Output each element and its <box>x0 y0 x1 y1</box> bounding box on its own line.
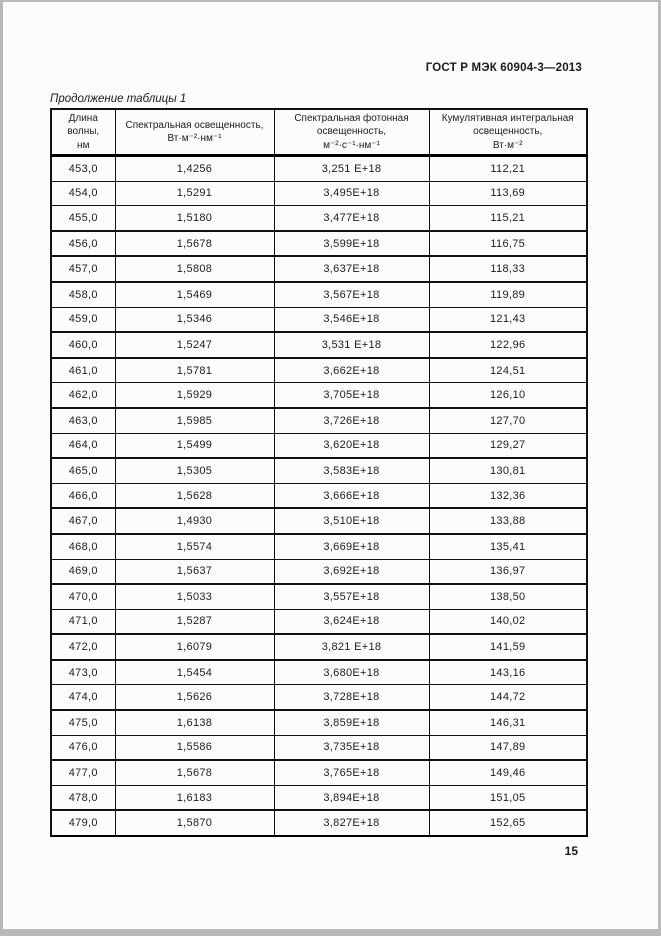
table-cell: 1,5033 <box>115 584 274 609</box>
table-cell: 464,0 <box>51 433 115 458</box>
table-cell: 1,5626 <box>115 685 274 710</box>
table-cell: 132,36 <box>429 483 587 508</box>
table-cell: 461,0 <box>51 358 115 383</box>
table-cell: 458,0 <box>51 282 115 307</box>
table-cell: 467,0 <box>51 508 115 534</box>
table-cell: 469,0 <box>51 559 115 584</box>
table-cell: 1,5287 <box>115 609 274 634</box>
table-cell: 127,70 <box>429 408 587 433</box>
table-cell: 144,72 <box>429 685 587 710</box>
table-cell: 1,5499 <box>115 433 274 458</box>
table-cell: 3,728E+18 <box>274 685 429 710</box>
table-body <box>51 156 587 837</box>
table-cell: 112,21 <box>429 156 587 182</box>
table-row <box>51 559 587 584</box>
table-cell: 1,5678 <box>115 760 274 785</box>
table-cell: 3,821 E+18 <box>274 634 429 660</box>
irradiance-table <box>50 108 588 837</box>
table-cell: 474,0 <box>51 685 115 710</box>
table-row <box>51 307 587 332</box>
table-header <box>51 109 587 156</box>
table-cell: 468,0 <box>51 534 115 559</box>
table-cell: 1,5929 <box>115 383 274 408</box>
table-cell: 3,726E+18 <box>274 408 429 433</box>
table-row <box>51 660 587 685</box>
table-cell: 475,0 <box>51 710 115 735</box>
table-cell: 3,765E+18 <box>274 760 429 785</box>
table-cell: 3,546E+18 <box>274 307 429 332</box>
table-cell: 118,33 <box>429 256 587 282</box>
table-row <box>51 358 587 383</box>
table-cell: 1,5808 <box>115 256 274 282</box>
table-cell: 1,5586 <box>115 735 274 760</box>
table-cell: 3,827E+18 <box>274 810 429 836</box>
table-cell: 146,31 <box>429 710 587 735</box>
table-row <box>51 534 587 559</box>
table-cell: 1,5247 <box>115 332 274 358</box>
table-cell: 141,59 <box>429 634 587 660</box>
table-cell: 149,46 <box>429 760 587 785</box>
table-row <box>51 609 587 634</box>
table-row <box>51 256 587 282</box>
table-cell: 1,4256 <box>115 156 274 182</box>
table-cell: 122,96 <box>429 332 587 358</box>
table-cell: 3,692E+18 <box>274 559 429 584</box>
table-cell: 3,735E+18 <box>274 735 429 760</box>
table-cell: 3,557E+18 <box>274 584 429 609</box>
column-header-cumulative-integral-irradiance <box>429 109 587 156</box>
table-cell: 3,510E+18 <box>274 508 429 534</box>
table-cell: 470,0 <box>51 584 115 609</box>
table-row <box>51 408 587 433</box>
table-cell: 135,41 <box>429 534 587 559</box>
standard-reference: ГОСТ Р МЭК 60904-3—2013 <box>425 62 582 74</box>
table-cell: 133,88 <box>429 508 587 534</box>
table-cell: 3,662E+18 <box>274 358 429 383</box>
table-row <box>51 332 587 358</box>
table-cell: 152,65 <box>429 810 587 836</box>
table-cell: 455,0 <box>51 206 115 231</box>
table-cell: 126,10 <box>429 383 587 408</box>
table-cell: 3,894E+18 <box>274 785 429 810</box>
table-row <box>51 735 587 760</box>
column-header-line: Спектральная освещенность, <box>125 119 264 131</box>
table-cell: 473,0 <box>51 660 115 685</box>
table-cell: 3,624E+18 <box>274 609 429 634</box>
table-cell: 466,0 <box>51 483 115 508</box>
table-cell: 3,583E+18 <box>274 458 429 483</box>
table-cell: 140,02 <box>429 609 587 634</box>
table-header-row <box>51 109 587 156</box>
table-cell: 1,4930 <box>115 508 274 534</box>
table-cell: 460,0 <box>51 332 115 358</box>
table-cell: 477,0 <box>51 760 115 785</box>
table-cell: 3,705E+18 <box>274 383 429 408</box>
table-cell: 456,0 <box>51 231 115 257</box>
table-cell: 457,0 <box>51 256 115 282</box>
table-cell: 113,69 <box>429 181 587 206</box>
table-row <box>51 206 587 231</box>
table-row <box>51 231 587 257</box>
table-cell: 129,27 <box>429 433 587 458</box>
table-cell: 3,666E+18 <box>274 483 429 508</box>
table-cell: 454,0 <box>51 181 115 206</box>
table-cell: 1,5305 <box>115 458 274 483</box>
table-row <box>51 785 587 810</box>
table-row <box>51 383 587 408</box>
table-row <box>51 685 587 710</box>
table-row <box>51 181 587 206</box>
table-row <box>51 156 587 182</box>
table-cell: 1,5291 <box>115 181 274 206</box>
column-header-spectral-photon-irradiance <box>274 109 429 156</box>
table-row <box>51 483 587 508</box>
table-cell: 1,5870 <box>115 810 274 836</box>
column-header-line: Вт·м⁻² <box>492 139 523 151</box>
table-cell: 1,5628 <box>115 483 274 508</box>
table-caption: Продолжение таблицы 1 <box>50 93 187 105</box>
table-cell: 3,680E+18 <box>274 660 429 685</box>
column-header-line: Спектральная фотонная <box>294 112 409 124</box>
table-cell: 1,6183 <box>115 785 274 810</box>
table-cell: 1,5180 <box>115 206 274 231</box>
table-cell: 3,477E+18 <box>274 206 429 231</box>
table-cell: 3,251 E+18 <box>274 156 429 182</box>
table-cell: 116,75 <box>429 231 587 257</box>
column-header-line: освещенность, <box>473 126 543 138</box>
table-cell: 476,0 <box>51 735 115 760</box>
table-row <box>51 760 587 785</box>
table-cell: 1,5678 <box>115 231 274 257</box>
table-cell: 3,567E+18 <box>274 282 429 307</box>
table-cell: 136,97 <box>429 559 587 584</box>
table-cell: 138,50 <box>429 584 587 609</box>
table-cell: 3,859E+18 <box>274 710 429 735</box>
table-cell: 453,0 <box>51 156 115 182</box>
table-cell: 459,0 <box>51 307 115 332</box>
column-header-spectral-irradiance <box>115 109 274 156</box>
table-row <box>51 584 587 609</box>
table-cell: 1,5637 <box>115 559 274 584</box>
column-header-line: Длина <box>68 112 98 124</box>
table-cell: 479,0 <box>51 810 115 836</box>
column-header-line: Кумулятивная интегральная <box>441 112 574 124</box>
table-row <box>51 508 587 534</box>
table-cell: 121,43 <box>429 307 587 332</box>
column-header-wavelength <box>51 109 115 156</box>
column-header-line: Вт·м⁻²·нм⁻¹ <box>167 133 222 144</box>
table-cell: 1,5985 <box>115 408 274 433</box>
table-cell: 472,0 <box>51 634 115 660</box>
table-cell: 124,51 <box>429 358 587 383</box>
table-cell: 3,531 E+18 <box>274 332 429 358</box>
table-cell: 143,16 <box>429 660 587 685</box>
table-cell: 3,669E+18 <box>274 534 429 559</box>
table-row <box>51 634 587 660</box>
table-row <box>51 710 587 735</box>
table-cell: 1,5454 <box>115 660 274 685</box>
table-cell: 1,6079 <box>115 634 274 660</box>
table-cell: 1,5346 <box>115 307 274 332</box>
table-cell: 3,620E+18 <box>274 433 429 458</box>
table-cell: 119,89 <box>429 282 587 307</box>
table-cell: 478,0 <box>51 785 115 810</box>
table-cell: 1,6138 <box>115 710 274 735</box>
table-cell: 3,495E+18 <box>274 181 429 206</box>
column-header-line: нм <box>77 139 90 151</box>
table-row <box>51 282 587 307</box>
column-header-line: освещенность, <box>316 126 387 138</box>
table-cell: 1,5574 <box>115 534 274 559</box>
table-cell: 471,0 <box>51 609 115 634</box>
table-cell: 463,0 <box>51 408 115 433</box>
table-row <box>51 810 587 836</box>
table-cell: 3,637E+18 <box>274 256 429 282</box>
column-header-line: волны, <box>67 126 100 138</box>
page-number: 15 <box>564 844 578 858</box>
column-header-line: м⁻²·с⁻¹·нм⁻¹ <box>323 139 380 151</box>
table-cell: 130,81 <box>429 458 587 483</box>
table-cell: 115,21 <box>429 206 587 231</box>
table-row <box>51 458 587 483</box>
table-cell: 462,0 <box>51 383 115 408</box>
table-cell: 1,5781 <box>115 358 274 383</box>
table-cell: 1,5469 <box>115 282 274 307</box>
table-cell: 465,0 <box>51 458 115 483</box>
table-cell: 151,05 <box>429 785 587 810</box>
table-cell: 3,599E+18 <box>274 231 429 257</box>
table-row <box>51 433 587 458</box>
table-cell: 147,89 <box>429 735 587 760</box>
